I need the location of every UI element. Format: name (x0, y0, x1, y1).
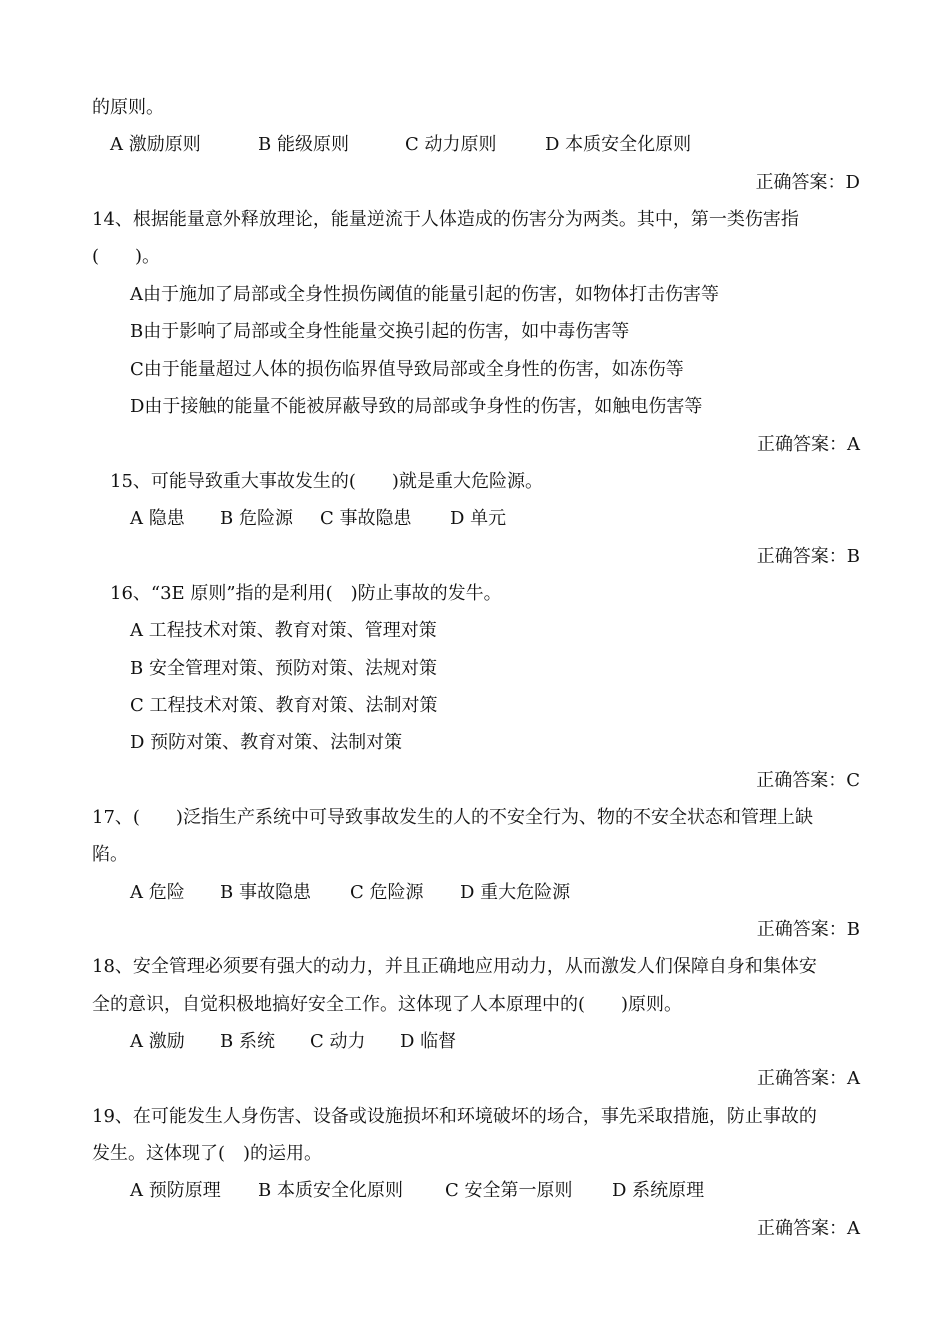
q16-stem: 16、“3E 原则”指的是利用( )防止事故的发牛。 (110, 583, 502, 604)
q15-option-b: B 危险源 (220, 508, 293, 529)
q17-option-b: B 事故隐患 (220, 882, 311, 903)
q18-answer: 正确答案：A (757, 1068, 860, 1089)
q15-answer: 正确答案：B (756, 546, 860, 567)
q15-option-d: D 单元 (450, 508, 507, 529)
q17-stem-line1: 17、( )泛指生产系统中可导致事故发生的人的不安全行为、物的不安全状态和管理上缺 (92, 807, 813, 828)
q15-stem: 15、可能导致重大事故发生的( )就是重大危险源。 (110, 471, 543, 492)
q19-option-c: C 安全第一原则 (445, 1180, 573, 1201)
q13-options (0, 133, 950, 157)
q15-options (0, 507, 950, 531)
q18-option-d: D 临督 (400, 1031, 457, 1052)
q19-option-b: B 本质安全化原则 (258, 1180, 403, 1201)
q18-stem-line1: 18、安全管理必须要有强大的动力，并且正确地应用动力，从而激发人们保障自身和集体安 (92, 956, 817, 977)
q17-option-c: C 危险源 (350, 882, 424, 903)
q19-stem-line2: 发生。这体现了( )的运用。 (92, 1143, 323, 1164)
q15-option-a: A 隐患 (130, 508, 185, 529)
q14-stem-line1: 14、根据能量意外释放理论，能量逆流于人体造成的伤害分为两类。其中，第一类伤害指 (92, 209, 799, 230)
q13-answer: 正确答案：D (755, 172, 860, 193)
q17-stem-line2: 陷。 (92, 844, 128, 865)
q17-options (0, 881, 950, 905)
q15-option-c: C 事故隐患 (320, 508, 412, 529)
q18-option-a: A 激励 (130, 1031, 185, 1052)
q13-option-c: C 动力原则 (405, 134, 497, 155)
q19-option-d: D 系统原理 (612, 1180, 705, 1201)
q16-option-d: D 预防对策、教育对策、法制对策 (130, 732, 403, 753)
q16-option-a: A 工程技术对策、教育对策、管理对策 (130, 620, 437, 641)
q18-option-b: B 系统 (220, 1031, 275, 1052)
q17-option-d: D 重大危险源 (460, 882, 571, 903)
q14-stem-line2: ( )。 (92, 246, 161, 267)
q19-answer: 正确答案：A (757, 1218, 860, 1239)
q13-stem-tail: 的原则。 (92, 97, 164, 118)
q13-option-a: A 激励原则 (110, 134, 201, 155)
q19-options (0, 1179, 950, 1203)
q16-answer: 正确答案：C (756, 770, 860, 791)
q18-options (0, 1030, 950, 1054)
q17-option-a: A 危险 (130, 882, 185, 903)
q14-option-d: D由于接触的能量不能被屏蔽导致的局部或争身性的伤害，如触电伤害等 (130, 396, 703, 417)
q14-option-c: C由于能量超过人体的损伤临界值导致局部或全身性的伤害，如冻伤等 (130, 359, 684, 380)
q18-option-c: C 动力 (310, 1031, 366, 1052)
q14-option-a: A由于施加了局部或全身性损伤阈值的能量引起的伤害，如物体打击伤害等 (130, 284, 719, 305)
q18-stem-line2: 全的意识，自觉积极地搞好安全工作。这体现了人本原理中的( )原则。 (92, 994, 683, 1015)
q14-option-b: B由于影响了局部或全身性能量交换引起的伤害，如中毒伤害等 (130, 321, 630, 342)
q17-answer: 正确答案：B (756, 919, 860, 940)
q19-option-a: A 预防原理 (130, 1180, 221, 1201)
q16-option-c: C 工程技术对策、教育对策、法制对策 (130, 695, 438, 716)
q13-option-b: B 能级原则 (258, 134, 349, 155)
q13-option-d: D 本质安全化原则 (545, 134, 692, 155)
q19-stem-line1: 19、在可能发生人身伤害、设备或设施损坏和环境破坏的场合，事先采取措施，防止事故的 (92, 1106, 817, 1127)
q14-answer: 正确答案：A (757, 434, 860, 455)
q16-option-b: B 安全管理对策、预防对策、法规对策 (130, 658, 437, 679)
